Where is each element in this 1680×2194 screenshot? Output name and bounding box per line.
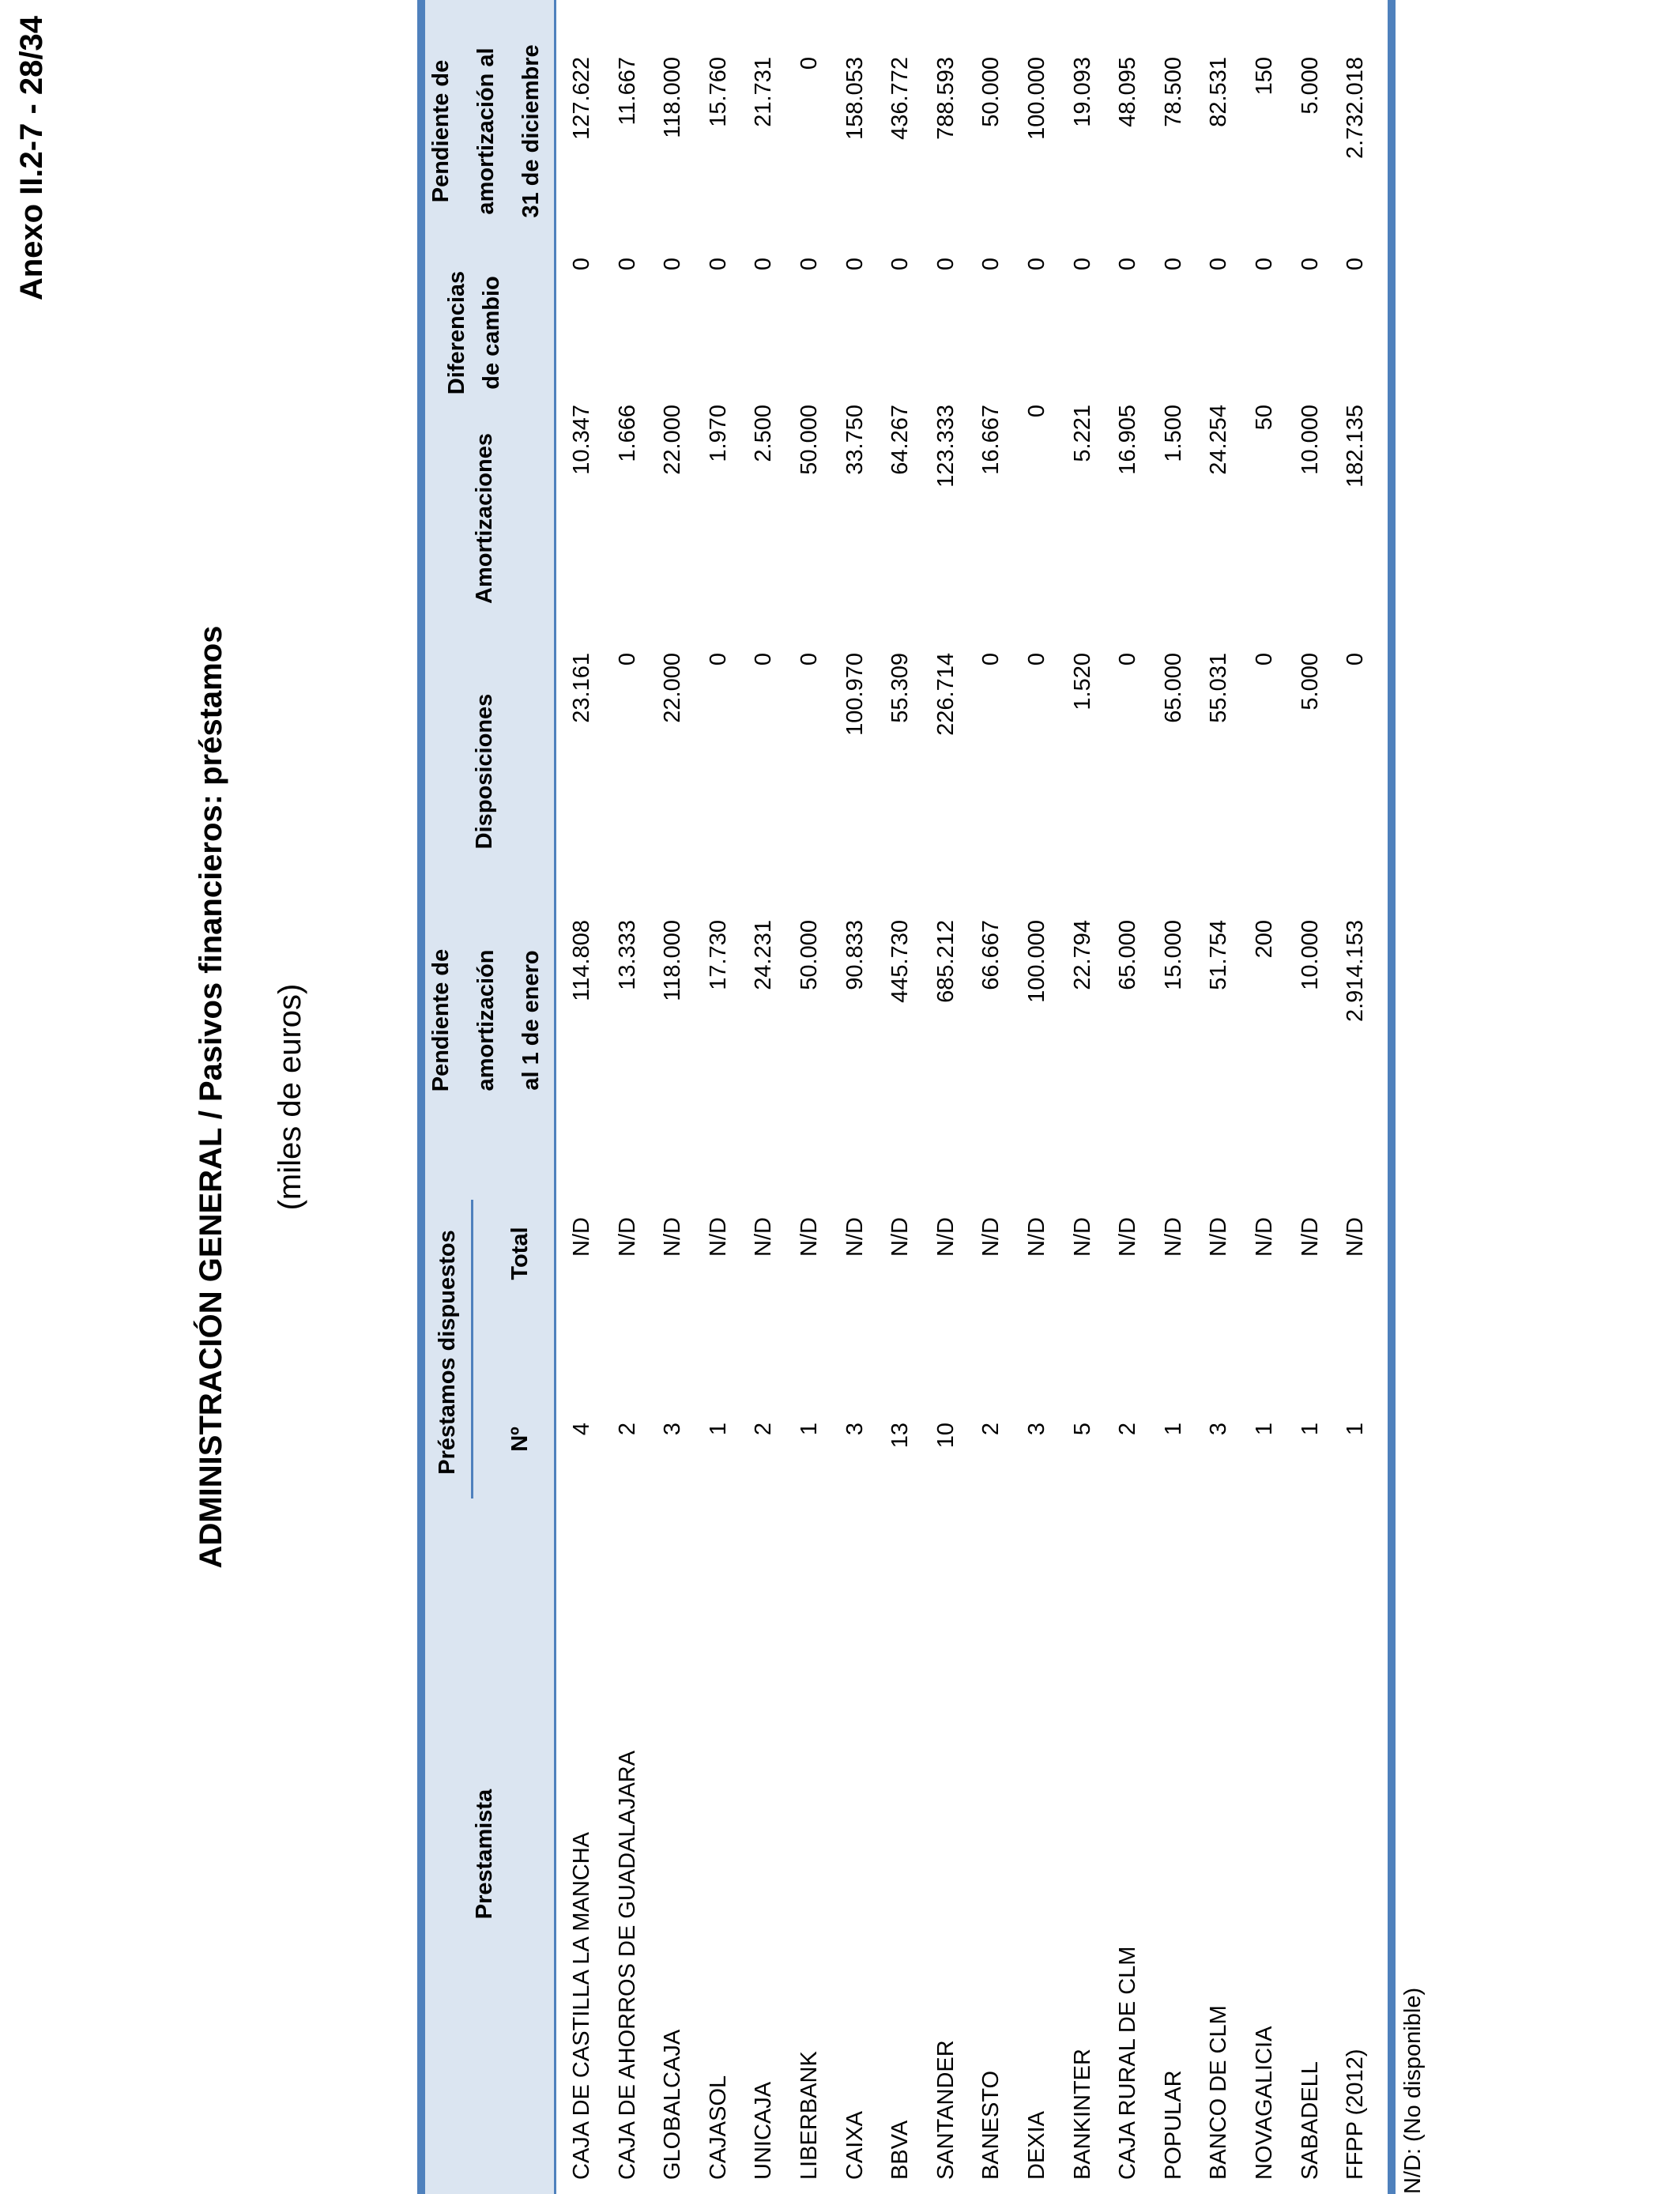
row-pend-fin: 127.622 bbox=[569, 57, 594, 140]
row-diferencias: 0 bbox=[1252, 258, 1277, 271]
row-pend-fin: 48.095 bbox=[1115, 57, 1141, 127]
page-subtitle: (miles de euros) bbox=[273, 983, 307, 1211]
row-pend-fin: 19.093 bbox=[1069, 57, 1095, 127]
table-row bbox=[1013, 0, 1060, 2194]
row-pend-fin: 78.500 bbox=[1160, 57, 1186, 127]
row-n: 1 bbox=[1252, 1423, 1277, 1436]
row-diferencias: 0 bbox=[1024, 258, 1049, 271]
row-pend-fin: 100.000 bbox=[1024, 57, 1049, 140]
row-diferencias: 0 bbox=[705, 258, 731, 271]
row-total: N/D bbox=[614, 1217, 640, 1257]
table-row bbox=[1059, 0, 1106, 2194]
row-pend-fin: 5.000 bbox=[1297, 57, 1323, 115]
row-name: LIBERBANK bbox=[797, 2051, 822, 2180]
row-amortizaciones: 64.267 bbox=[887, 405, 913, 475]
row-pend-ini: 15.000 bbox=[1160, 920, 1186, 990]
col-header-pend-fin-3: 31 de diciembre bbox=[518, 44, 544, 218]
row-pend-ini: 13.333 bbox=[614, 920, 640, 990]
row-diferencias: 0 bbox=[1297, 258, 1323, 271]
col-header-pend-fin-2: amortización al bbox=[473, 47, 499, 215]
row-name: BANCO DE CLM bbox=[1206, 2005, 1232, 2180]
row-amortizaciones: 16.667 bbox=[978, 405, 1004, 475]
row-amortizaciones: 33.750 bbox=[842, 405, 868, 475]
row-amortizaciones: 16.905 bbox=[1115, 405, 1141, 475]
table-row bbox=[604, 0, 651, 2194]
row-disposiciones: 55.309 bbox=[887, 653, 913, 723]
row-disposiciones: 1.520 bbox=[1069, 653, 1095, 711]
row-disposiciones: 23.161 bbox=[569, 653, 594, 723]
col-header-pend-ini-1: Pendiente de bbox=[428, 948, 454, 1092]
table-row bbox=[876, 0, 924, 2194]
row-n: 5 bbox=[1069, 1423, 1095, 1436]
row-total: N/D bbox=[1206, 1217, 1232, 1257]
col-header-diferencias-1: Diferencias bbox=[444, 270, 469, 395]
row-disposiciones: 0 bbox=[705, 653, 731, 666]
row-name: SABADELL bbox=[1297, 2061, 1323, 2180]
row-name: POPULAR bbox=[1160, 2070, 1186, 2180]
col-header-group: Préstamos dispuestos bbox=[435, 1230, 460, 1475]
row-n: 4 bbox=[569, 1423, 594, 1436]
row-n: 2 bbox=[978, 1423, 1004, 1436]
row-diferencias: 0 bbox=[1160, 258, 1186, 271]
row-diferencias: 0 bbox=[569, 258, 594, 271]
row-amortizaciones: 182.135 bbox=[1343, 405, 1369, 488]
row-pend-ini: 100.000 bbox=[1024, 920, 1049, 1003]
row-pend-ini: 51.754 bbox=[1206, 920, 1232, 990]
row-disposiciones: 0 bbox=[978, 653, 1004, 666]
table-row bbox=[785, 0, 833, 2194]
row-total: N/D bbox=[1343, 1217, 1369, 1257]
row-amortizaciones: 10.000 bbox=[1297, 405, 1323, 475]
row-pend-ini: 65.000 bbox=[1115, 920, 1141, 990]
row-diferencias: 0 bbox=[932, 258, 959, 271]
row-disposiciones: 0 bbox=[614, 653, 640, 666]
row-diferencias: 0 bbox=[978, 258, 1004, 271]
row-pend-ini: 17.730 bbox=[705, 920, 731, 990]
row-total: N/D bbox=[1297, 1217, 1323, 1257]
row-pend-ini: 2.914.153 bbox=[1343, 920, 1369, 1023]
row-diferencias: 0 bbox=[1115, 258, 1141, 271]
row-amortizaciones: 123.333 bbox=[932, 405, 959, 488]
row-pend-fin: 788.593 bbox=[932, 57, 959, 140]
row-name: NOVAGALICIA bbox=[1252, 2026, 1277, 2180]
row-diferencias: 0 bbox=[887, 258, 913, 271]
row-amortizaciones: 1.666 bbox=[614, 405, 640, 462]
row-name: UNICAJA bbox=[751, 2081, 777, 2180]
row-pend-ini: 685.212 bbox=[932, 920, 959, 1003]
row-pend-fin: 50.000 bbox=[978, 57, 1004, 127]
row-diferencias: 0 bbox=[842, 258, 868, 271]
row-pend-ini: 66.667 bbox=[978, 920, 1004, 990]
row-total: N/D bbox=[660, 1217, 686, 1257]
row-amortizaciones: 10.347 bbox=[569, 405, 594, 475]
row-diferencias: 0 bbox=[1069, 258, 1095, 271]
row-disposiciones: 0 bbox=[1115, 653, 1141, 666]
row-diferencias: 0 bbox=[614, 258, 640, 271]
col-header-disposiciones: Disposiciones bbox=[472, 693, 497, 850]
col-header-pend-ini-3: al 1 de enero bbox=[518, 950, 544, 1091]
row-disposiciones: 55.031 bbox=[1206, 653, 1232, 723]
row-pend-ini: 10.000 bbox=[1297, 920, 1323, 990]
row-pend-ini: 22.794 bbox=[1069, 920, 1095, 990]
row-n: 1 bbox=[1343, 1423, 1369, 1436]
row-total: N/D bbox=[751, 1217, 777, 1257]
table-row bbox=[1150, 0, 1197, 2194]
row-amortizaciones: 0 bbox=[1024, 405, 1049, 418]
row-total: N/D bbox=[1160, 1217, 1186, 1257]
row-n: 1 bbox=[705, 1423, 731, 1436]
row-disposiciones: 5.000 bbox=[1297, 653, 1323, 711]
row-amortizaciones: 22.000 bbox=[660, 405, 686, 475]
row-disposiciones: 226.714 bbox=[932, 653, 959, 736]
row-pend-fin: 11.667 bbox=[614, 57, 640, 126]
table-row bbox=[558, 0, 605, 2194]
table-row bbox=[1286, 0, 1334, 2194]
row-disposiciones: 22.000 bbox=[660, 653, 686, 723]
row-pend-ini: 50.000 bbox=[797, 920, 822, 990]
col-header-n: Nº bbox=[507, 1427, 533, 1452]
table-row bbox=[1195, 0, 1242, 2194]
row-pend-fin: 150 bbox=[1252, 57, 1277, 96]
col-header-diferencias-2: de cambio bbox=[479, 276, 504, 390]
row-diferencias: 0 bbox=[660, 258, 686, 271]
row-total: N/D bbox=[1024, 1217, 1049, 1257]
table-row bbox=[967, 0, 1015, 2194]
row-n: 3 bbox=[1024, 1423, 1049, 1436]
table-row bbox=[1104, 0, 1151, 2194]
row-pend-ini: 200 bbox=[1252, 920, 1277, 959]
table-row bbox=[1241, 0, 1288, 2194]
row-total: N/D bbox=[978, 1217, 1004, 1257]
row-pend-fin: 158.053 bbox=[842, 57, 868, 140]
row-amortizaciones: 50 bbox=[1252, 405, 1277, 431]
row-amortizaciones: 1.500 bbox=[1160, 405, 1186, 462]
row-pend-ini: 118.000 bbox=[660, 920, 686, 1001]
table-row bbox=[695, 0, 742, 2194]
row-pend-fin: 118.000 bbox=[660, 57, 686, 138]
col-header-total: Total bbox=[507, 1227, 533, 1280]
row-n: 2 bbox=[1115, 1423, 1141, 1436]
row-pend-fin: 15.760 bbox=[705, 57, 731, 127]
row-diferencias: 0 bbox=[797, 258, 822, 271]
row-total: N/D bbox=[1069, 1217, 1095, 1257]
row-disposiciones: 100.970 bbox=[842, 653, 868, 736]
row-name: BBVA bbox=[887, 2120, 913, 2180]
footnote: N/D: (No disponible) bbox=[1400, 1987, 1426, 2194]
row-total: N/D bbox=[1115, 1217, 1141, 1257]
row-pend-fin: 2.732.018 bbox=[1343, 57, 1369, 160]
row-total: N/D bbox=[569, 1217, 594, 1257]
row-disposiciones: 0 bbox=[751, 653, 777, 666]
row-n: 2 bbox=[614, 1423, 640, 1436]
row-disposiciones: 0 bbox=[1343, 653, 1369, 666]
table-row bbox=[649, 0, 696, 2194]
row-n: 3 bbox=[660, 1423, 686, 1436]
row-pend-fin: 82.531 bbox=[1206, 57, 1232, 127]
row-n: 2 bbox=[751, 1423, 777, 1436]
row-total: N/D bbox=[842, 1217, 868, 1257]
row-name: CAJA DE AHORROS DE GUADALAJARA bbox=[614, 1750, 640, 2180]
row-amortizaciones: 2.500 bbox=[751, 405, 777, 462]
page-title: ADMINISTRACIÓN GENERAL / Pasivos financieros: préstamos bbox=[194, 625, 228, 1569]
row-diferencias: 0 bbox=[751, 258, 777, 271]
row-disposiciones: 0 bbox=[1252, 653, 1277, 666]
group-underline bbox=[471, 1200, 473, 1498]
col-header-pend-fin-1: Pendiente de bbox=[428, 59, 454, 203]
row-amortizaciones: 50.000 bbox=[797, 405, 822, 475]
table-row bbox=[831, 0, 879, 2194]
row-diferencias: 0 bbox=[1343, 258, 1369, 271]
row-pend-fin: 21.731 bbox=[751, 57, 777, 127]
row-n: 10 bbox=[932, 1423, 959, 1449]
row-name: CAJASOL bbox=[705, 2075, 731, 2180]
annex-label: Anexo II.2-7 - 28/34 bbox=[14, 16, 49, 301]
row-disposiciones: 0 bbox=[1024, 653, 1049, 666]
row-n: 3 bbox=[1206, 1423, 1232, 1436]
row-name: DEXIA bbox=[1024, 2110, 1049, 2180]
row-name: BANKINTER bbox=[1069, 2049, 1095, 2180]
col-header-amortizaciones: Amortizaciones bbox=[472, 433, 497, 604]
row-n: 13 bbox=[887, 1423, 913, 1449]
col-header-pend-ini-2: amortización bbox=[473, 949, 499, 1091]
row-total: N/D bbox=[932, 1217, 959, 1257]
row-n: 1 bbox=[797, 1423, 822, 1436]
row-total: N/D bbox=[887, 1217, 913, 1257]
row-name: CAJA RURAL DE CLM bbox=[1115, 1946, 1141, 2180]
row-pend-ini: 90.833 bbox=[842, 920, 868, 990]
row-name: BANESTO bbox=[978, 2070, 1004, 2180]
col-header-prestamista: Prestamista bbox=[472, 1789, 497, 1920]
table-bottom-rule bbox=[1388, 0, 1396, 2194]
row-amortizaciones: 5.221 bbox=[1069, 405, 1095, 462]
row-diferencias: 0 bbox=[1206, 258, 1232, 271]
row-pend-ini: 114.808 bbox=[569, 920, 594, 1001]
row-disposiciones: 65.000 bbox=[1160, 653, 1186, 723]
row-pend-ini: 24.231 bbox=[751, 920, 777, 990]
row-total: N/D bbox=[797, 1217, 822, 1257]
row-name: CAIXA bbox=[842, 2110, 868, 2180]
table-row bbox=[922, 0, 970, 2194]
row-name: GLOBALCAJA bbox=[660, 2029, 686, 2180]
row-amortizaciones: 1.970 bbox=[705, 405, 731, 462]
row-n: 3 bbox=[842, 1423, 868, 1436]
row-name: FFPP (2012) bbox=[1343, 2049, 1369, 2180]
row-n: 1 bbox=[1160, 1423, 1186, 1436]
row-disposiciones: 0 bbox=[797, 653, 822, 666]
row-amortizaciones: 24.254 bbox=[1206, 405, 1232, 475]
table-row bbox=[1332, 0, 1379, 2194]
row-pend-fin: 436.772 bbox=[887, 57, 913, 140]
row-total: N/D bbox=[705, 1217, 731, 1257]
row-n: 1 bbox=[1297, 1423, 1323, 1436]
row-name: SANTANDER bbox=[932, 2040, 959, 2180]
row-name: CAJA DE CASTILLA LA MANCHA bbox=[569, 1832, 594, 2180]
row-total: N/D bbox=[1252, 1217, 1277, 1257]
row-pend-ini: 445.730 bbox=[887, 920, 913, 1003]
row-pend-fin: 0 bbox=[797, 57, 822, 70]
table-row bbox=[740, 0, 787, 2194]
